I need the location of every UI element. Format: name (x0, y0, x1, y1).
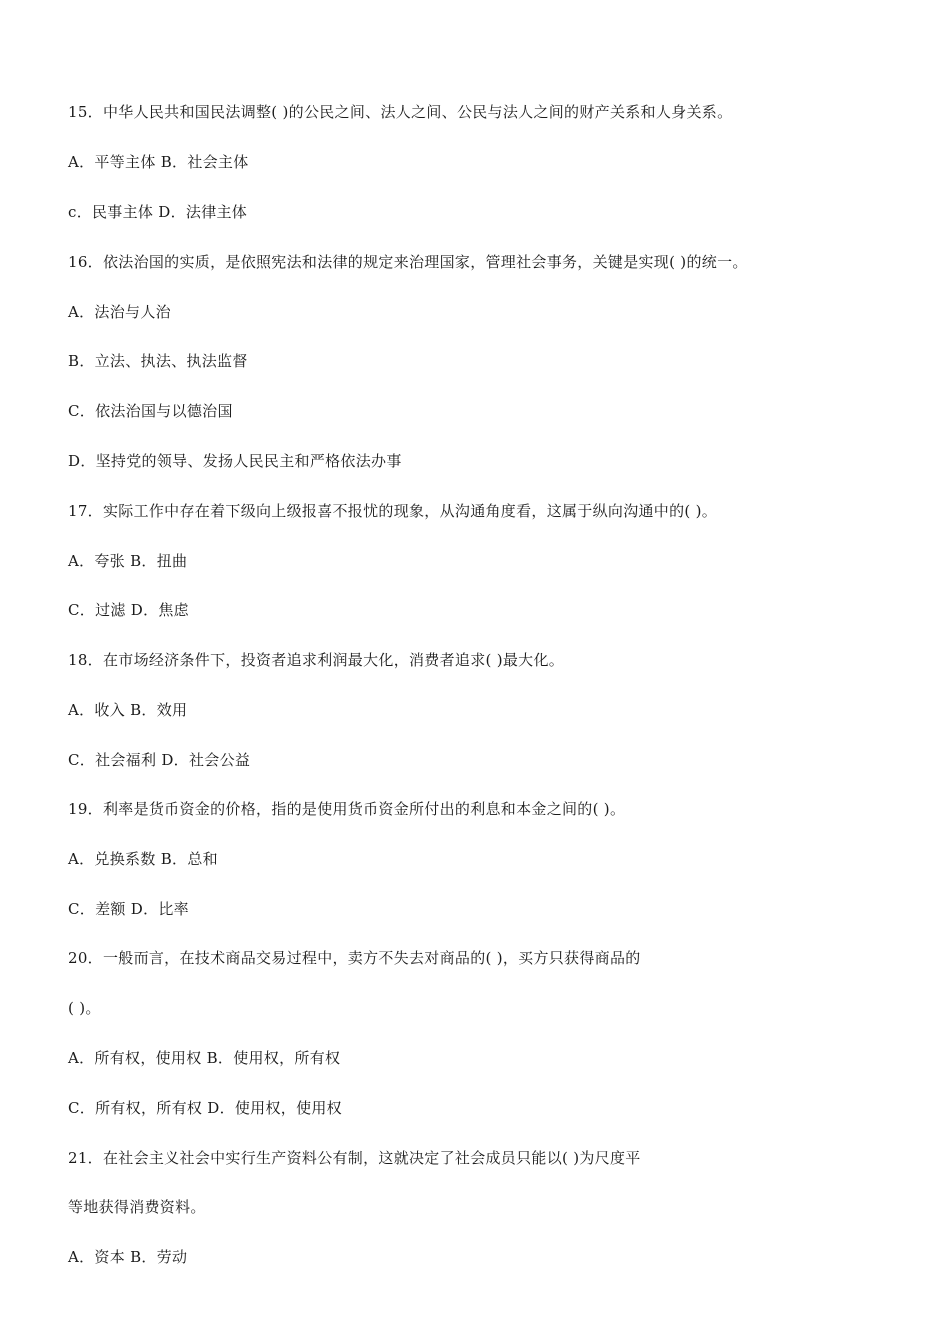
question-20-stem: 20．一般而言，在技术商品交易过程中，卖方不失去对商品的( )，买方只获得商品的 (68, 949, 641, 967)
question-16-option-c: C．依法治国与以德治国 (68, 402, 233, 420)
question-16-stem: 16．依法治国的实质，是依照宪法和法律的规定来治理国家，管理社会事务，关键是实现( )的统一。 (68, 253, 748, 271)
question-16-option-a: A．法治与人治 (68, 303, 171, 321)
question-17-stem: 17．实际工作中存在着下级向上级报喜不报忧的现象，从沟通角度看，这属于纵向沟通中的( )。 (68, 502, 718, 520)
question-15-stem: 15．中华人民共和国民法调整( )的公民之间、法人之间、公民与法人之间的财产关系和人身关系。 (68, 103, 733, 121)
question-21-options-ab: A．资本 B．劳动 (68, 1248, 188, 1266)
question-18-options-cd: C．社会福利 D．社会公益 (68, 751, 251, 769)
question-18-stem: 18．在市场经济条件下，投资者追求利润最大化，消费者追求( )最大化。 (68, 651, 565, 669)
question-21-stem-continued: 等地获得消费资料。 (68, 1198, 206, 1216)
question-20-stem-continued: ( )。 (68, 999, 101, 1017)
question-16-option-d: D．坚持党的领导、发扬人民民主和严格依法办事 (68, 452, 402, 470)
question-17-options-cd: C．过滤 D．焦虑 (68, 601, 189, 619)
question-21-stem: 21．在社会主义社会中实行生产资料公有制，这就决定了社会成员只能以( )为尺度平 (68, 1149, 641, 1167)
question-20-options-cd: C．所有权，所有权 D．使用权，使用权 (68, 1099, 342, 1117)
question-19-options-cd: C．差额 D．比率 (68, 900, 189, 918)
question-19-options-ab: A．兑换系数 B．总和 (68, 850, 218, 868)
question-19-stem: 19．利率是货币资金的价格，指的是使用货币资金所付出的利息和本金之间的( )。 (68, 800, 626, 818)
question-15-options-cd: c．民事主体 D．法律主体 (68, 203, 248, 221)
question-20-options-ab: A．所有权，使用权 B．使用权，所有权 (68, 1049, 341, 1067)
question-15-options-ab: A．平等主体 B．社会主体 (68, 153, 249, 171)
question-17-options-ab: A．夸张 B．扭曲 (68, 552, 188, 570)
question-16-option-b: B．立法、执法、执法监督 (68, 352, 248, 370)
question-18-options-ab: A．收入 B．效用 (68, 701, 188, 719)
